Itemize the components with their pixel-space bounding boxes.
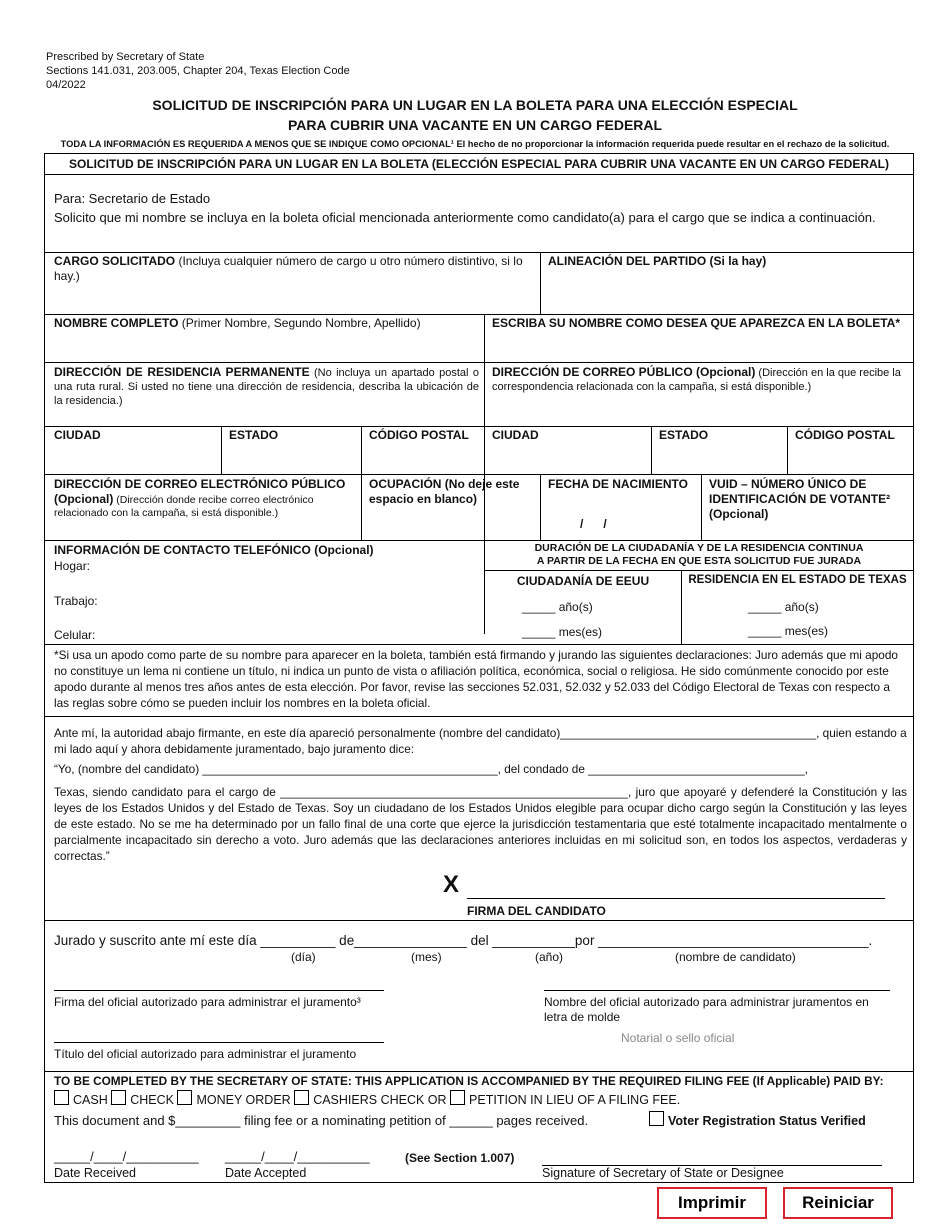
mailing-address-field[interactable] [492, 365, 907, 394]
officer-signature-label: Firma del oficial autorizado para administrar el juramento³ [54, 995, 361, 1009]
duration-title-1: DURACIÓN DE LA CIUDADANÍA Y DE LA RESIDENCIA CONTINUA [534, 542, 864, 554]
money-order-checkbox[interactable] [177, 1090, 192, 1105]
duration-title-2: A PARTIR DE LA FECHA EN QUE ESTA SOLICITUD FUE JURADA [536, 555, 862, 567]
sos-signature-label: Signature of Secretary of State or Designee [542, 1166, 784, 1180]
full-name-note: (Primer Nombre, Segundo Nombre, Apellido) [181, 316, 421, 330]
birth-date-label: FECHA DE NACIMIENTO [548, 477, 689, 491]
see-section-note: (See Section 1.007) [405, 1151, 515, 1165]
officer-name-label: Nombre del oficial autorizado para administrar juramentos en letra de molde [544, 995, 869, 1024]
residence-zip-field[interactable]: CÓDIGO POSTAL [369, 428, 469, 442]
petition-checkbox[interactable] [450, 1090, 465, 1105]
citizenship-years-field[interactable]: _____ año(s) [522, 600, 593, 614]
to-secretary: Para: Secretario de Estado [54, 191, 211, 206]
residence-state-field[interactable]: ESTADO [229, 428, 279, 442]
voter-verified-label: Voter Registration Status Verified [668, 1114, 866, 1128]
nickname-statement: *Si usa un apodo como parte de su nombre para aparecer en la boleta, también está firmando y jurando las siguientes declaraciones: Juro además que mi apodo no constituye un lema ni contiene un título, ni indica un punto de vista o afiliación política, económica, social o religiosa. He sido comúnmente conocido por este apodo durante al menos tres años antes de esta elección. Por favor, revise las secciones 52.031, 52.032 y 52.033 del Código Electoral de Texas con respecto a las reglas sobre cómo se pueden incluir los nombres en la boleta oficial. [54, 648, 898, 710]
date-accepted-field[interactable]: _____/____/__________ [225, 1149, 370, 1164]
form-title-line1: SOLICITUD DE INSCRIPCIÓN PARA UN LUGAR EN LA BOLETA PARA UNA ELECCIÓN ESPECIAL [152, 97, 798, 113]
residence-years-field[interactable]: _____ año(s) [748, 600, 819, 614]
residence-address-note: (No incluya un apartado postal o una ruta rural. Si usted no tiene una dirección de residencia, describa la ubicación de la residencia.) [54, 367, 479, 407]
ballot-name-field[interactable]: ESCRIBA SU NOMBRE COMO DESEA QUE APAREZCA EN LA BOLETA* [492, 316, 901, 330]
statute-sections: Sections 141.031, 203.005, Chapter 204, Texas Election Code [46, 65, 350, 77]
print-button[interactable]: Imprimir [657, 1187, 767, 1219]
officer-title-line[interactable] [54, 1042, 384, 1043]
sos-heading: TO BE COMPLETED BY THE SECRETARY OF STATE: THIS APPLICATION IS ACCOMPANIED BY THE REQUIRED FILING FEE (If Applicable) PAID BY: [54, 1074, 884, 1088]
phone-contact-label: INFORMACIÓN DE CONTACTO TELEFÓNICO (Opcional) [54, 543, 374, 557]
email-label: DIRECCIÓN DE CORREO ELECTRÓNICO PÚBLICO (Opcional) [54, 477, 346, 506]
us-citizenship-label: CIUDADANÍA DE EEUU [516, 574, 650, 588]
office-sought-note: (Incluya cualquier número de cargo u otro número distintivo, si lo hay.) [54, 254, 523, 283]
sworn-day-caption: (día) [291, 950, 316, 964]
petition-label: PETITION IN LIEU OF A FILING FEE. [469, 1093, 681, 1107]
prescribed-by: Prescribed by Secretary of State [46, 51, 205, 63]
sworn-name-caption: (nombre de candidato) [675, 950, 796, 964]
sworn-year-caption: (año) [535, 950, 564, 964]
full-name-field[interactable] [54, 316, 421, 331]
oath-intro: Ante mí, la autoridad abajo firmante, en este día apareció personalmente (nombre del candidato)_______________________________________, quien estando a mi lado aquí y ahora debidamente juramentado, bajo juramento dice: [54, 726, 907, 756]
vuid-field[interactable] [709, 477, 909, 522]
application-form [44, 153, 914, 1183]
mailing-address-label: DIRECCIÓN DE CORREO PÚBLICO (Opcional) [492, 365, 756, 379]
phone-work-field[interactable]: Trabajo: [54, 594, 98, 608]
sworn-month-caption: (mes) [411, 950, 442, 964]
birth-date-field[interactable]: / / [580, 517, 607, 531]
sworn-subscribed-line: Jurado y suscrito ante mí este día __________ de_______________ del ___________por ____________________________________. [54, 933, 873, 948]
date-accepted-label: Date Accepted [225, 1166, 307, 1180]
vuid-label: VUID – NÚMERO ÚNICO DE IDENTIFICACIÓN DE VOTANTE² [709, 477, 891, 506]
form-title-line2: PARA CUBRIR UNA VACANTE EN UN CARGO FEDERAL [287, 117, 663, 133]
email-note: (Dirección donde recibe correo electrónico relacionado con la campaña, si está disponible.) [54, 494, 314, 519]
oath-candidate-line: “Yo, (nombre del candidato) _____________________________________________, del condado de _________________________________, [54, 762, 808, 776]
voter-verified-checkbox[interactable] [649, 1111, 664, 1126]
check-label: CHECK [130, 1093, 174, 1107]
officer-signature-line[interactable] [54, 990, 384, 991]
vuid-optional: (Opcional) [709, 507, 769, 521]
residence-months-field[interactable]: _____ mes(es) [748, 624, 829, 638]
form-box-title: SOLICITUD DE INSCRIPCIÓN PARA UN LUGAR EN LA BOLETA (ELECCIÓN ESPECIAL PARA CUBRIR UNA VACANTE EN UN CARGO FEDERAL) [68, 157, 889, 171]
office-sought-field[interactable] [54, 254, 534, 284]
residence-address-field[interactable] [54, 365, 479, 408]
phone-cell-field[interactable]: Celular: [54, 628, 96, 642]
party-alignment-field[interactable]: ALINEACIÓN DEL PARTIDO (Si la hay) [548, 254, 767, 268]
residence-city-field[interactable]: CIUDAD [54, 428, 101, 442]
reset-button[interactable]: Reiniciar [783, 1187, 893, 1219]
document-received-line: This document and $_________ filing fee or a nominating petition of ______ pages received. [54, 1113, 589, 1128]
mailing-address-note: (Dirección en la que recibe la correspondencia relacionada con la campaña, si está disponible.) [492, 367, 901, 393]
candidate-signature-line[interactable] [467, 898, 885, 899]
mailing-zip-field[interactable]: CÓDIGO POSTAL [795, 428, 895, 442]
form-revision-date: 04/2022 [46, 79, 86, 91]
cashiers-check-checkbox[interactable] [294, 1090, 309, 1105]
cashiers-check-label: CASHIERS CHECK OR [313, 1093, 447, 1107]
cash-checkbox[interactable] [54, 1090, 69, 1105]
residence-address-label: DIRECCIÓN DE RESIDENCIA PERMANENTE [54, 365, 310, 379]
office-sought-label: CARGO SOLICITADO [54, 254, 176, 268]
voter-verified-field [649, 1111, 866, 1129]
oath-body: Texas, siendo candidato para el cargo de _____________________________________________________, juro que apoyaré y defenderé la Constitución y las leyes de los Estados Unidos y del Estado de Texas. Soy un ciudadano de los Estados Unidos elegible para ocupar dicho cargo según la Constitución y las leyes de este estado. No se me ha determinado por un fallo final de una corte que ejerce la jurisdicción testamentaria que esté totalmente incapacitado mentalmente o parcialmente incapacitado sin derecho a voto. Juro además que las declaraciones anteriores incluidas en mi solicitud son, en todos los aspectos, verdaderas y correctas.” [54, 785, 907, 863]
date-received-label: Date Received [54, 1166, 136, 1180]
occupation-field[interactable]: OCUPACIÓN (No deje este espacio en blanco) [369, 477, 520, 506]
email-field[interactable] [54, 477, 354, 520]
officer-title-label: Título del oficial autorizado para administrar el juramento [54, 1047, 357, 1061]
officer-name-line[interactable] [544, 990, 890, 991]
money-order-label: MONEY ORDER [196, 1093, 291, 1107]
texas-residence-label: RESIDENCIA EN EL ESTADO DE TEXAS [688, 574, 907, 586]
citizenship-months-field[interactable]: _____ mes(es) [522, 625, 603, 639]
check-checkbox[interactable] [111, 1090, 126, 1105]
required-notice: TODA LA INFORMACIÓN ES REQUERIDA A MENOS QUE SE INDIQUE COMO OPCIONAL¹ El hecho de no proporcionar la información requerida puede resultar en el rechazo de la solicitud. [60, 139, 890, 149]
payment-method-options [54, 1090, 680, 1108]
date-received-field[interactable]: _____/____/__________ [54, 1149, 199, 1164]
full-name-label: NOMBRE COMPLETO [54, 316, 179, 330]
cash-label: CASH [73, 1093, 108, 1107]
signature-x-mark: X [443, 871, 460, 898]
candidate-signature-label: FIRMA DEL CANDIDATO [467, 904, 606, 918]
request-statement: Solicito que mi nombre se incluya en la boleta oficial mencionada anteriormente como candidato(a) para el cargo que se indica a continuación. [54, 210, 876, 225]
mailing-state-field[interactable]: ESTADO [659, 428, 709, 442]
notary-seal-placeholder: Notarial o sello oficial [621, 1031, 735, 1045]
phone-home-field[interactable]: Hogar: [54, 559, 91, 573]
mailing-city-field[interactable]: CIUDAD [492, 428, 539, 442]
